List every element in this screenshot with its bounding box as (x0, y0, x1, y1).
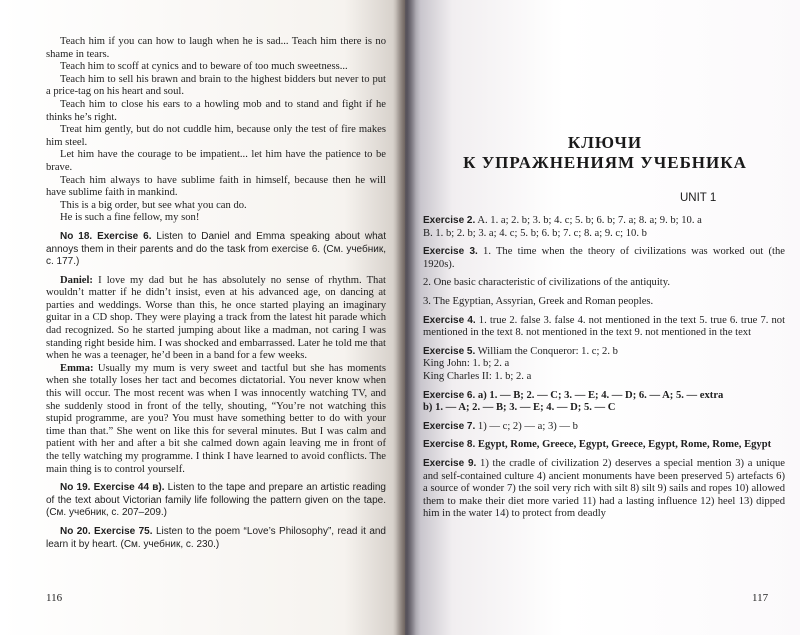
exercise-label: Exercise 9. (423, 457, 477, 469)
task-heading: No 18. Exercise 6. (60, 230, 152, 242)
exercise-label: Exercise 7. (423, 420, 476, 432)
speaker-name: Daniel: (60, 274, 93, 286)
exercise-6-b: b) 1. — A; 2. — B; 3. — E; 4. — D; 5. — C (423, 402, 616, 414)
exercise-2-b: B. 1. b; 2. b; 3. a; 4. c; 5. b; 6. b; 7. c; 8. a; 9. c; 10. b (423, 227, 647, 239)
poem-line: Let him have the courage to be impatient... let him have the patience to be brave. (46, 149, 386, 173)
task-text: Listen to the tape and prepare an artistic reading of the text about Victorian family life following the pattern given on the tape. (См. учебник, с. 207–209.) (46, 482, 386, 519)
task-heading: No 20. Exercise 75. (60, 525, 153, 537)
answer-keys-title (425, 133, 785, 173)
poem-line: Teach him to scoff at cynics and to beware of too much sweetness... (60, 61, 348, 73)
task-text: Listen to Daniel and Emma speaking about what annoys them in their parents and do the task from exercise 6. (См. учебник, с. 177.) (46, 230, 386, 268)
speech-text: Usually my mum is very sweet and tactful but she has moments when she totally loses her tact and becomes dictatorial. You never know when this will occur. The most recent was when I was innocently watching TV, and she suddenly stood in front of the telly, shouting, “You’re not watching this stupid programme, are you? You must have something better to do with your time than that.” She went on like this for several minutes. But I was calm and patient with her and after a bit she calmed down again leaving me in front of the telly watching my programme. I think I have learned to avoid conflicts. The main thing is to control yourself. (46, 362, 386, 475)
poem-line: He is such a fine fellow, my son! (60, 212, 200, 224)
speaker-name: Emma: (60, 362, 94, 374)
speech-text: I love my dad but he has absolutely no sense of rhythm. That wouldn’t matter if he didn’t insist, even at his advanced age, on dancing at parties and weddings. Worse than this, he once started playing an imaginary guitar in a CD shop. They were playing a track from the latest hit parade which dad recognized. So he started jumping about like a madman, not caring I was standing right beside him. I was shocked and embarrassed. Later he told me that when he was a teenager, he’d been in a band for a few weeks. (46, 274, 386, 362)
task-heading: No 19. Exercise 44 в). (60, 482, 165, 494)
exercise-3-line: 3. The Egyptian, Assyrian, Greek and Roman peoples. (423, 295, 654, 307)
exercise-6 (423, 390, 785, 403)
exercise-label: Exercise 6. (423, 389, 476, 401)
exercise-label: Exercise 8. (423, 439, 476, 451)
exercise-answer: A. 1. a; 2. b; 3. b; 4. c; 5. b; 6. b; 7. a; 8. a; 9. b; 10. a (477, 215, 702, 226)
exercise-answer: 1. true 2. false 3. false 4. not mentioned in the text 5. true 6. true 7. not mentioned in the text 8. not mentioned in the text 9. not mentioned in the text (423, 314, 786, 339)
task-no20 (46, 526, 386, 551)
dialogue-daniel (46, 275, 386, 363)
exercise-5 (423, 346, 785, 359)
exercise-5-line: King Charles II: 1. b; 2. a (423, 370, 532, 382)
book-spine-shadow (396, 0, 416, 635)
exercise-9 (423, 458, 785, 521)
exercise-answer: a) 1. — B; 2. — C; 3. — E; 4. — D; 6. — A; 5. — extra (477, 389, 724, 401)
exercise-label: Exercise 2. (423, 215, 476, 226)
left-page-text (46, 36, 386, 551)
page-number-right: 117 (752, 592, 769, 604)
exercise-answer: 1) — c; 2) — a; 3) — b (477, 420, 578, 432)
exercise-8 (423, 439, 785, 452)
task-text: Listen to the poem “Love’s Philosophy”, read it and learn it by heart. (См. учебник, с. 230.) (46, 525, 386, 550)
exercise-4 (423, 315, 785, 340)
unit-heading: UNIT 1 (680, 192, 717, 204)
poem-line: Teach him always to have sublime faith in himself, because then he will have sublime faith in mankind. (46, 174, 386, 199)
answer-keys-list (423, 215, 785, 521)
exercise-3 (423, 246, 785, 271)
exercise-5-line: King John: 1. b; 2. a (423, 358, 510, 370)
task-no18 (46, 231, 386, 269)
exercise-label: Exercise 4. (423, 314, 476, 326)
exercise-answer: 1. The time when the theory of civilizations was worked out (the 1920s). (423, 246, 785, 270)
exercise-2 (423, 215, 785, 228)
title-line-1: КЛЮЧИ (567, 133, 643, 152)
exercise-answer: Egypt, Rome, Greece, Egypt, Greece, Egypt, Rome, Rome, Egypt (477, 439, 772, 451)
exercise-label: Exercise 3. (423, 246, 478, 258)
task-no19 (46, 482, 386, 520)
poem-line: Teach him if you can how to laugh when he is sad... Teach him there is no shame in tears. (46, 36, 386, 60)
exercise-answer: 1) the cradle of civilization 2) deserves a special mention 3) a unique and self-contained culture 4) ancient monuments have been preserved 5) artefacts 6) a source of wonder 7) the soil very rich with silt 8) silt 9) sails and ropes 10) allowed them to make their diet more varied 11) had a lasting influence 12) heel 13) dipped him in the water 14) to protect from deadly (423, 457, 786, 520)
exercise-answer: William the Conqueror: 1. c; 2. b (477, 345, 618, 357)
poem-line: Teach him to close his ears to a howling mob and to stand and fight if he thinks he’s right. (46, 98, 386, 123)
poem-line: Teach him to sell his brawn and brain to the highest bidders but never to put a price-tag on his heart and soul. (46, 73, 386, 98)
poem-line: Treat him gently, but do not cuddle him, because only the test of fire makes him steel. (46, 124, 386, 148)
exercise-label: Exercise 5. (423, 345, 476, 357)
exercise-7 (423, 421, 785, 434)
poem-line: This is a big order, but see what you can do. (60, 199, 247, 211)
page-number-left: 116 (46, 592, 63, 604)
dialogue-emma (46, 363, 386, 476)
title-line-2: К УПРАЖНЕНИЯМ УЧЕБНИКА (463, 153, 747, 172)
exercise-3-line: 2. One basic characteristic of civilizations of the antiquity. (423, 277, 671, 289)
